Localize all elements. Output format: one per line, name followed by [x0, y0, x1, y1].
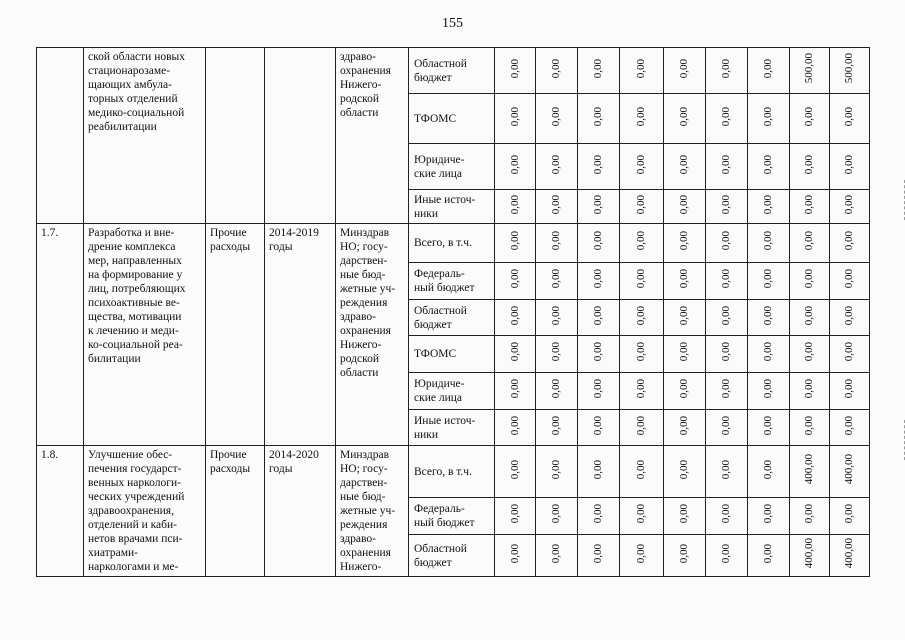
amount-cell — [536, 263, 578, 300]
amount-value: 0,00 — [635, 194, 647, 215]
amount-cell — [830, 190, 870, 224]
expense-type — [206, 48, 265, 224]
amount-cell — [620, 300, 664, 336]
amount-cell — [748, 410, 790, 446]
amount-value: 0,00 — [843, 379, 855, 399]
amount-cell — [495, 224, 536, 263]
amount-value: 0,00 — [762, 194, 774, 215]
amount-cell — [706, 410, 748, 446]
amount-cell — [830, 336, 870, 373]
amount-cell — [830, 300, 870, 336]
amount-cell — [578, 446, 620, 498]
amount-value: 0,00 — [550, 194, 562, 215]
amount-value: 0,00 — [720, 459, 732, 480]
amount-cell — [620, 373, 664, 410]
amount-cell — [536, 300, 578, 336]
amount-cell — [706, 300, 748, 336]
amount-cell — [495, 300, 536, 336]
amount-value: 0,00 — [508, 58, 521, 79]
amount-cell — [748, 224, 790, 263]
amount-cell — [495, 373, 536, 410]
item-number — [37, 48, 84, 224]
amount-cell — [578, 410, 620, 446]
amount-value: 500,00 — [803, 53, 815, 84]
amount-value: 0,00 — [678, 194, 690, 215]
amount-value: 0,00 — [592, 194, 604, 215]
amount-value: 0,00 — [592, 58, 604, 79]
amount-cell — [790, 373, 830, 410]
amount-cell — [578, 498, 620, 535]
amount-value: 0,00 — [550, 342, 562, 362]
amount-value: 0,00 — [678, 58, 690, 79]
period — [265, 48, 336, 224]
amount-value: 0,00 — [803, 231, 815, 251]
amount-value: 0,00 — [803, 342, 815, 362]
amount-cell — [664, 498, 706, 535]
amount-value: 400,00 — [803, 538, 815, 569]
amount-value: 0,00 — [803, 415, 815, 436]
budget-table — [36, 47, 870, 577]
amount-cell — [830, 263, 870, 300]
amount-cell — [830, 224, 870, 263]
amount-value: 0,00 — [508, 543, 521, 564]
amount-cell — [620, 535, 664, 577]
executor: Минздрав НО; госу- дарствен- ные бюд- жетные уч- реждения здраво- охранения Нижего- родской области — [336, 224, 409, 446]
amount-cell — [664, 373, 706, 410]
amount-cell — [495, 48, 536, 94]
amount-cell — [748, 498, 790, 535]
amount-cell — [578, 48, 620, 94]
amount-value: 0,00 — [720, 231, 732, 251]
amount-value: 0,00 — [592, 154, 604, 175]
amount-cell — [790, 48, 830, 94]
amount-cell — [578, 94, 620, 144]
amount-cell — [706, 48, 748, 94]
amount-value: 0,00 — [592, 269, 604, 289]
amount-cell — [748, 535, 790, 577]
amount-cell — [495, 336, 536, 373]
amount-value: 0,00 — [762, 106, 774, 127]
table-row — [37, 224, 870, 263]
amount-value: 0,00 — [508, 106, 521, 127]
amount-value: 0,00 — [762, 231, 774, 251]
funding-source: Областной бюджет — [409, 535, 495, 577]
amount-cell — [536, 144, 578, 190]
amount-value: 0,00 — [678, 543, 690, 564]
amount-value: 0,00 — [843, 415, 855, 436]
amount-value: 400,00 — [843, 538, 855, 569]
amount-value: 0,00 — [508, 342, 521, 362]
amount-cell — [748, 190, 790, 224]
amount-cell — [790, 300, 830, 336]
amount-value: 0,00 — [843, 504, 855, 524]
amount-value: 0,00 — [592, 231, 604, 251]
amount-value: 0,00 — [678, 379, 690, 399]
amount-cell — [536, 498, 578, 535]
amount-value: 0,00 — [843, 305, 855, 326]
amount-cell — [495, 535, 536, 577]
amount-value: 0,00 — [635, 106, 647, 127]
period: 2014-2020 годы — [265, 446, 336, 577]
item-name: Разработка и вне- дрение комплекса мер, направленных на формирование у лиц, потребляющих психоактивные ве- щества, мотивации к лечению и меди- ко-социальной реа- билитации — [84, 224, 206, 446]
amount-value: 0,00 — [550, 231, 562, 251]
amount-value: 0,00 — [592, 379, 604, 399]
period: 2014-2019 годы — [265, 224, 336, 446]
amount-value: 0,00 — [762, 459, 774, 480]
item-number: 1.8. — [37, 446, 84, 577]
amount-value: 0,00 — [762, 379, 774, 399]
amount-cell — [536, 48, 578, 94]
page-number: 155 — [442, 16, 463, 31]
amount-value: 0,00 — [550, 305, 562, 326]
amount-value: 0,00 — [843, 154, 855, 175]
amount-cell — [748, 446, 790, 498]
amount-cell — [620, 224, 664, 263]
amount-cell — [830, 373, 870, 410]
amount-cell — [536, 224, 578, 263]
amount-value: 0,00 — [592, 106, 604, 127]
amount-cell — [790, 410, 830, 446]
amount-value: 0,00 — [678, 459, 690, 480]
amount-value: 0,00 — [508, 154, 521, 175]
amount-value: 0,00 — [678, 269, 690, 289]
amount-cell — [536, 373, 578, 410]
funding-source: Юридиче- ские лица — [409, 373, 495, 410]
amount-cell — [495, 263, 536, 300]
amount-cell — [748, 48, 790, 94]
amount-cell — [620, 94, 664, 144]
amount-value: 0,00 — [635, 305, 647, 326]
amount-value: 0,00 — [803, 305, 815, 326]
amount-cell — [578, 535, 620, 577]
amount-value: 0,00 — [635, 154, 647, 175]
amount-value: 0,00 — [803, 269, 815, 289]
amount-cell — [495, 446, 536, 498]
amount-cell — [706, 263, 748, 300]
amount-cell — [664, 48, 706, 94]
amount-value: 0,00 — [678, 342, 690, 362]
amount-value: 0,00 — [635, 415, 647, 436]
amount-cell — [790, 224, 830, 263]
funding-source: Областной бюджет — [409, 300, 495, 336]
amount-value: 0,00 — [635, 459, 647, 480]
amount-value: 0,00 — [592, 543, 604, 564]
item-name: Улучшение обес- печения государст- венных наркологи- ческих учреждений здравоохранения, отделений и каби- нетов врачами пси- хиатрами- наркологами и ме- — [84, 446, 206, 577]
amount-cell — [790, 498, 830, 535]
item-number: 1.7. — [37, 224, 84, 446]
amount-value: 0,00 — [635, 231, 647, 251]
amount-value: 400,00 — [843, 454, 855, 485]
amount-value: 400,00 — [803, 454, 815, 485]
amount-value: 0,00 — [762, 543, 774, 564]
amount-cell — [790, 336, 830, 373]
amount-cell — [620, 446, 664, 498]
funding-source: Юридиче- ские лица — [409, 144, 495, 190]
amount-cell — [748, 336, 790, 373]
amount-cell — [664, 263, 706, 300]
amount-cell — [748, 144, 790, 190]
table-row — [37, 48, 870, 94]
funding-source: Всего, в т.ч. — [409, 446, 495, 498]
funding-source: ТФОМС — [409, 336, 495, 373]
amount-value: 0,00 — [678, 305, 690, 326]
amount-cell — [830, 48, 870, 94]
amount-cell — [578, 190, 620, 224]
amount-value: 0,00 — [635, 342, 647, 362]
funding-source: Иные источ- ники — [409, 410, 495, 446]
amount-cell — [706, 224, 748, 263]
amount-cell — [664, 410, 706, 446]
amount-value: 0,00 — [678, 231, 690, 251]
amount-cell — [790, 190, 830, 224]
scan-edge-mark — [901, 180, 905, 220]
amount-value: 0,00 — [720, 154, 732, 175]
scan-edge-mark — [901, 420, 905, 460]
amount-cell — [620, 48, 664, 94]
amount-cell — [620, 336, 664, 373]
amount-value: 0,00 — [550, 154, 562, 175]
amount-value: 0,00 — [592, 415, 604, 436]
amount-value: 0,00 — [550, 504, 562, 524]
amount-cell — [706, 446, 748, 498]
amount-value: 0,00 — [678, 415, 690, 436]
amount-cell — [748, 263, 790, 300]
amount-value: 0,00 — [843, 269, 855, 289]
amount-value: 0,00 — [508, 269, 521, 289]
amount-cell — [536, 535, 578, 577]
amount-value: 0,00 — [803, 154, 815, 175]
table-row — [37, 446, 870, 498]
amount-value: 0,00 — [508, 231, 521, 251]
amount-value: 500,00 — [843, 53, 855, 84]
amount-value: 0,00 — [720, 269, 732, 289]
amount-cell — [620, 190, 664, 224]
amount-cell — [706, 373, 748, 410]
amount-cell — [495, 410, 536, 446]
expense-type: Прочие расходы — [206, 224, 265, 446]
amount-value: 0,00 — [720, 342, 732, 362]
amount-cell — [578, 300, 620, 336]
amount-cell — [578, 263, 620, 300]
amount-cell — [536, 446, 578, 498]
amount-cell — [620, 498, 664, 535]
amount-value: 0,00 — [508, 379, 521, 399]
amount-value: 0,00 — [508, 459, 521, 480]
amount-value: 0,00 — [843, 342, 855, 362]
amount-value: 0,00 — [843, 231, 855, 251]
amount-value: 0,00 — [762, 415, 774, 436]
amount-value: 0,00 — [635, 58, 647, 79]
amount-cell — [495, 94, 536, 144]
amount-value: 0,00 — [803, 194, 815, 215]
amount-value: 0,00 — [803, 379, 815, 399]
amount-value: 0,00 — [843, 194, 855, 215]
amount-value: 0,00 — [635, 543, 647, 564]
amount-value: 0,00 — [720, 415, 732, 436]
amount-cell — [620, 144, 664, 190]
amount-value: 0,00 — [550, 459, 562, 480]
amount-value: 0,00 — [803, 504, 815, 524]
funding-source: Федераль- ный бюджет — [409, 498, 495, 535]
amount-value: 0,00 — [550, 379, 562, 399]
amount-value: 0,00 — [843, 106, 855, 127]
amount-value: 0,00 — [678, 154, 690, 175]
amount-value: 0,00 — [762, 154, 774, 175]
amount-cell — [748, 94, 790, 144]
amount-cell — [706, 190, 748, 224]
amount-value: 0,00 — [635, 379, 647, 399]
amount-cell — [790, 144, 830, 190]
amount-cell — [620, 410, 664, 446]
amount-value: 0,00 — [592, 504, 604, 524]
amount-value: 0,00 — [720, 194, 732, 215]
amount-cell — [664, 144, 706, 190]
amount-cell — [830, 144, 870, 190]
amount-value: 0,00 — [720, 106, 732, 127]
amount-cell — [578, 144, 620, 190]
amount-cell — [664, 94, 706, 144]
amount-cell — [748, 300, 790, 336]
amount-value: 0,00 — [720, 305, 732, 326]
amount-cell — [664, 535, 706, 577]
amount-cell — [578, 224, 620, 263]
amount-value: 0,00 — [508, 504, 521, 524]
amount-value: 0,00 — [720, 379, 732, 399]
amount-cell — [706, 498, 748, 535]
executor: Минздрав НО; госу- дарствен- ные бюд- жетные уч- реждения здраво- охранения Нижего- — [336, 446, 409, 577]
funding-source: Областной бюджет — [409, 48, 495, 94]
amount-value: 0,00 — [762, 58, 774, 79]
amount-value: 0,00 — [550, 106, 562, 127]
amount-value: 0,00 — [720, 543, 732, 564]
amount-value: 0,00 — [592, 342, 604, 362]
amount-value: 0,00 — [678, 106, 690, 127]
amount-cell — [664, 300, 706, 336]
amount-value: 0,00 — [508, 415, 521, 436]
amount-value: 0,00 — [678, 504, 690, 524]
funding-source: Всего, в т.ч. — [409, 224, 495, 263]
funding-source: ТФОМС — [409, 94, 495, 144]
funding-source: Федераль- ный бюджет — [409, 263, 495, 300]
amount-value: 0,00 — [635, 269, 647, 289]
amount-cell — [495, 144, 536, 190]
item-name: ской области новых стационарозаме- щающих амбула- торных отделений медико-социальной реабилитации — [84, 48, 206, 224]
amount-cell — [495, 190, 536, 224]
amount-cell — [620, 263, 664, 300]
amount-cell — [706, 535, 748, 577]
funding-source: Иные источ- ники — [409, 190, 495, 224]
amount-value: 0,00 — [762, 305, 774, 326]
amount-value: 0,00 — [720, 504, 732, 524]
amount-cell — [578, 373, 620, 410]
amount-cell — [830, 535, 870, 577]
amount-cell — [664, 336, 706, 373]
amount-cell — [706, 336, 748, 373]
amount-cell — [536, 336, 578, 373]
amount-cell — [790, 94, 830, 144]
amount-cell — [664, 446, 706, 498]
amount-cell — [790, 535, 830, 577]
amount-cell — [706, 144, 748, 190]
amount-cell — [664, 224, 706, 263]
amount-cell — [790, 446, 830, 498]
amount-value: 0,00 — [550, 269, 562, 289]
amount-cell — [578, 336, 620, 373]
amount-cell — [790, 263, 830, 300]
amount-value: 0,00 — [592, 459, 604, 480]
amount-cell — [830, 446, 870, 498]
executor: здраво- охранения Нижего- родской области — [336, 48, 409, 224]
amount-value: 0,00 — [762, 342, 774, 362]
amount-cell — [536, 410, 578, 446]
amount-cell — [536, 94, 578, 144]
amount-cell — [706, 94, 748, 144]
amount-value: 0,00 — [550, 543, 562, 564]
expense-type: Прочие расходы — [206, 446, 265, 577]
amount-value: 0,00 — [803, 106, 815, 127]
amount-cell — [830, 94, 870, 144]
amount-value: 0,00 — [550, 415, 562, 436]
amount-value: 0,00 — [508, 194, 521, 215]
amount-value: 0,00 — [762, 269, 774, 289]
amount-cell — [830, 410, 870, 446]
amount-cell — [748, 373, 790, 410]
amount-value: 0,00 — [550, 58, 562, 79]
amount-cell — [664, 190, 706, 224]
amount-cell — [830, 498, 870, 535]
amount-value: 0,00 — [508, 305, 521, 326]
amount-value: 0,00 — [592, 305, 604, 326]
amount-value: 0,00 — [635, 504, 647, 524]
amount-value: 0,00 — [762, 504, 774, 524]
amount-cell — [495, 498, 536, 535]
amount-value: 0,00 — [720, 58, 732, 79]
amount-cell — [536, 190, 578, 224]
